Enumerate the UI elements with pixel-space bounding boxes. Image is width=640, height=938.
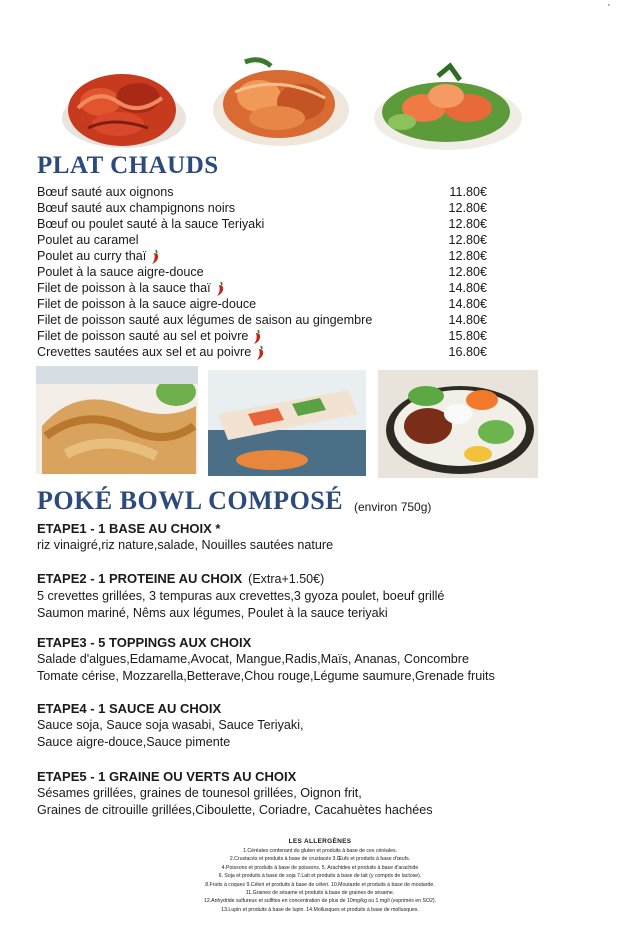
step-heading-text: ETAPE1 - 1 BASE AU CHOIX * <box>37 521 221 536</box>
menu-item-row <box>37 264 487 280</box>
poke-step-2 <box>37 570 597 621</box>
allergen-line: 13.Lupin et produits à base de lupin. 14.Mollusques et produits à base de mollusques. <box>221 906 419 913</box>
step-heading <box>37 634 597 651</box>
chili-pepper-icon <box>151 250 160 264</box>
menu-item-name: Filet de poisson sauté aux légumes de saison au gingembre <box>37 313 373 327</box>
menu-item-row <box>37 312 487 328</box>
photo-shrimp-salad <box>368 56 528 156</box>
menu-item-price: 14.80€ <box>448 297 487 311</box>
allergen-line: 6. Soja et produits à base de soja 7.Lait et produits à base de lait (y compris de lactose). <box>218 873 422 880</box>
step-heading-text: ETAPE4 - 1 SAUCE AU CHOIX <box>37 701 222 716</box>
chili-pepper-icon <box>216 282 225 296</box>
menu-item-price: 16.80€ <box>448 345 487 359</box>
allergen-line: 8.Fruits à coques 9.Céleri et produits à base de céleri. 10.Moutarde et produits à base de moutarde. <box>205 881 435 888</box>
menu-item-row <box>37 232 487 248</box>
step-options-line: riz vinaigré,riz nature,salade, Nouilles sautées nature <box>37 538 334 552</box>
photo-beef-onions <box>58 58 190 150</box>
menu-item-name: Poulet à la sauce aigre-douce <box>37 265 204 279</box>
step-options-line: 5 crevettes grillées, 3 tempuras aux crevettes,3 gyoza poulet, boeuf grillé <box>37 589 445 603</box>
menu-item-row <box>37 184 487 200</box>
menu-item-row <box>37 328 487 344</box>
menu-item-price: 15.80€ <box>448 329 487 343</box>
menu-item-name: Bœuf sauté aux oignons <box>37 185 174 199</box>
step-heading <box>37 700 597 717</box>
plat-chauds-list <box>37 184 487 360</box>
photo-spring-rolls <box>208 370 366 476</box>
menu-item-price: 14.80€ <box>448 281 487 295</box>
poke-step-1 <box>37 520 597 554</box>
step-options-line: Sauce soja, Sauce soja wasabi, Sauce Teriyaki, <box>37 718 304 732</box>
menu-item-price: 12.80€ <box>448 217 487 231</box>
chili-pepper-icon <box>256 346 265 360</box>
allergen-line: 4.Poissons et produits à base de poissons. 5. Arachides et produits à base d'arachide <box>221 864 419 871</box>
photo-poke-bowl <box>378 370 538 478</box>
menu-item-row <box>37 296 487 312</box>
menu-item-row <box>37 248 487 264</box>
poke-step-5 <box>37 768 597 818</box>
step-options-line: Graines de citrouille grillées,Ciboulette, Coriadre, Cacahuètes hachées <box>37 802 433 817</box>
menu-item-name: Poulet au curry thaï <box>37 249 147 263</box>
allergen-line: 1.Céréales contenant du gluten et produits à base de ces céréales. <box>243 848 397 854</box>
allergen-line: 11.Graines de sésame et produits à base de graines de sésame. <box>245 890 395 897</box>
allergens-block <box>100 837 540 914</box>
step-heading-text: ETAPE2 - 1 PROTEINE AU CHOIX <box>37 571 243 586</box>
step-heading-text: ETAPE5 - 1 GRAINE OU VERTS AU CHOIX <box>37 769 297 784</box>
step-options-line: Sauce aigre-douce,Sauce pimente <box>37 734 231 749</box>
menu-item-row <box>37 216 487 232</box>
poke-bowl-subtitle: (environ 750g) <box>354 500 432 514</box>
menu-item-name: Filet de poisson sauté au sel et poivre <box>37 329 249 343</box>
menu-item-name: Filet de poisson à la sauce aigre-douce <box>37 297 257 311</box>
corner-mark: ▪ <box>607 2 610 9</box>
step-heading <box>37 768 597 785</box>
poke-bowl-title: POKÉ BOWL COMPOSÉ <box>37 486 344 515</box>
menu-item-price: 14.80€ <box>448 313 487 327</box>
menu-item-price: 12.80€ <box>448 201 487 215</box>
plat-chauds-title: PLAT CHAUDS <box>37 152 219 179</box>
menu-item-name: Poulet au caramel <box>37 233 139 247</box>
step-options-line: Tomate cérise, Mozzarella,Betterave,Chou rouge,Légume saumure,Grenade fruits <box>37 668 495 683</box>
step-heading-text: ETAPE3 - 5 TOPPINGS AUX CHOIX <box>37 635 252 650</box>
chili-pepper-icon <box>253 330 262 344</box>
step-options-line: Saumon mariné, Nêms aux légumes, Poulet à la sauce teriyaki <box>37 605 388 620</box>
menu-item-name: Crevettes sautées aux sel et au poivre <box>37 345 252 359</box>
menu-item-price: 12.80€ <box>448 249 487 263</box>
menu-item-row <box>37 344 487 360</box>
menu-item-price: 11.80€ <box>449 185 487 199</box>
menu-item-row <box>37 200 487 216</box>
menu-item-name: Bœuf ou poulet sauté à la sauce Teriyaki <box>37 217 265 231</box>
poke-step-4 <box>37 700 597 750</box>
allergen-line: 2.Crustacés et produits à base de crustacés 3.Œufs et produits à base d'œufs. <box>229 856 411 863</box>
allergen-line: 12.Anhydride sulfureux et sulfites en concentration de plus de 10mg/kg ou 1 mg/l (exprimés en SO2). <box>203 898 437 905</box>
menu-item-price: 12.80€ <box>448 265 487 279</box>
step-options-line: Sésames grillées, graines de tounesol grillées, Oignon frit, <box>37 786 362 800</box>
photo-chicken-caramel <box>205 52 353 152</box>
menu-item-row <box>37 280 487 296</box>
step-heading <box>37 520 597 537</box>
menu-item-name: Bœuf sauté aux champignons noirs <box>37 201 236 215</box>
step-extra-price: (Extra+1.50€) <box>248 572 325 586</box>
step-heading <box>37 570 597 588</box>
allergens-title: LES ALLERGÈNES <box>288 838 352 845</box>
poke-step-3 <box>37 634 597 684</box>
menu-item-price: 12.80€ <box>448 233 487 247</box>
step-options-line: Salade d'algues,Edamame,Avocat, Mangue,Radis,Maïs, Ananas, Concombre <box>37 652 470 666</box>
photo-gyoza <box>36 366 198 474</box>
menu-item-name: Filet de poisson à la sauce thaï <box>37 281 211 295</box>
